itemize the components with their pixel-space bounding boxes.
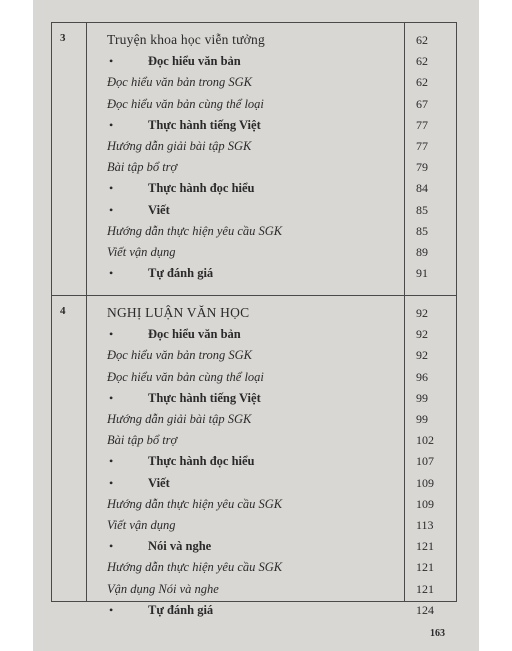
toc-row [52,95,456,115]
toc-subitem: Đọc hiểu văn bản trong SGK [107,75,253,90]
toc-heading: Đọc hiểu văn bản [148,54,241,69]
toc-row [52,580,456,600]
section-number: 3 [60,32,66,44]
toc-page-number: 89 [416,245,428,259]
toc-subitem: Hướng dẫn giải bài tập SGK [107,139,252,153]
toc-subitem: Hướng dẫn giải bài tập SGK [107,412,252,426]
toc-page-number: 113 [416,518,434,532]
toc-row [52,452,456,472]
bullet-icon: • [109,54,114,69]
toc-page-number: 107 [416,454,434,469]
toc-heading: Nói và nghe [148,539,212,554]
section-divider [52,295,456,296]
toc-page-number: 67 [416,96,428,111]
toc-heading: Viết [148,475,170,490]
toc-row [52,474,456,494]
toc-row [52,389,456,409]
book-page [33,0,479,651]
toc-row [52,601,456,621]
toc-page-number: 99 [416,412,428,426]
toc-subitem: Vận dụng Nói và nghe [107,581,219,596]
bullet-icon: • [109,602,114,617]
toc-row [52,264,456,284]
bullet-icon: • [109,327,114,342]
toc-row [52,179,456,199]
toc-heading: Tự đánh giá [148,266,214,281]
toc-heading: Thực hành tiếng Việt [148,390,261,405]
toc-subitem: Đọc hiểu văn bản cùng thể loại [107,96,264,111]
toc-page-number: 84 [416,181,428,196]
toc-heading: Tự đánh giá [148,602,214,617]
toc-row [52,368,456,388]
bullet-icon: • [109,266,114,281]
toc-row [52,116,456,136]
bullet-icon: • [109,390,114,405]
toc-row [52,243,456,263]
toc-page-number: 77 [416,117,428,132]
section-title: NGHỊ LUẬN VĂN HỌC [107,305,250,320]
bullet-icon: • [109,454,114,469]
toc-row [52,410,456,430]
toc-row [52,222,456,242]
toc-page-number: 85 [416,202,428,217]
toc-row [52,516,456,536]
bullet-icon: • [109,181,114,196]
toc-row [52,346,456,366]
toc-page-number: 121 [416,539,434,554]
toc-row [52,137,456,157]
toc-row [52,431,456,451]
toc-page-number: 85 [416,223,428,238]
toc-page-number: 109 [416,496,434,511]
toc-subitem: Bài tập bổ trợ [107,433,178,448]
toc-heading: Thực hành tiếng Việt [148,117,261,132]
toc-row [52,31,456,51]
toc-subitem: Viết vận dụng [107,245,176,259]
toc-page-number: 121 [416,581,434,596]
toc-page-number: 79 [416,160,428,175]
toc-row [52,304,456,324]
toc-subitem: Viết vận dụng [107,518,176,532]
toc-page-number: 92 [416,348,428,363]
toc-page-number: 121 [416,560,434,575]
toc-subitem: Hướng dẫn thực hiện yêu cầu SGK [107,223,283,238]
toc-page-number: 62 [416,54,428,69]
toc-row [52,158,456,178]
toc-page-number: 77 [416,139,428,153]
toc-row [52,495,456,515]
toc-page-number: 99 [416,390,428,405]
bullet-icon: • [109,202,114,217]
toc-page-number: 62 [416,33,428,47]
page-number: 163 [430,628,445,639]
toc-heading: Thực hành đọc hiểu [148,181,255,196]
toc-page-number: 91 [416,266,428,281]
toc-subitem: Đọc hiểu văn bản trong SGK [107,348,253,363]
toc-row [52,201,456,221]
toc-subitem: Bài tập bổ trợ [107,160,178,175]
section-title: Truyện khoa học viễn tưởng [107,32,265,47]
toc-row [52,537,456,557]
toc-row [52,558,456,578]
toc-heading: Viết [148,202,170,217]
toc-page-number: 124 [416,602,434,617]
toc-page-number: 92 [416,306,428,320]
toc-heading: Đọc hiểu văn bản [148,327,241,342]
section-number: 4 [60,305,66,317]
toc-heading: Thực hành đọc hiểu [148,454,255,469]
toc-page-number: 92 [416,327,428,342]
toc-row [52,73,456,93]
toc-subitem: Hướng dẫn thực hiện yêu cầu SGK [107,560,283,575]
toc-row [52,325,456,345]
toc-subitem: Hướng dẫn thực hiện yêu cầu SGK [107,496,283,511]
toc-page-number: 109 [416,475,434,490]
bullet-icon: • [109,539,114,554]
toc-page-number: 102 [416,433,434,448]
toc-row [52,52,456,72]
table-of-contents [51,22,457,617]
bullet-icon: • [109,475,114,490]
bullet-icon: • [109,117,114,132]
toc-subitem: Đọc hiểu văn bản cùng thể loại [107,369,264,384]
toc-page-number: 96 [416,369,428,384]
toc-page-number: 62 [416,75,428,90]
